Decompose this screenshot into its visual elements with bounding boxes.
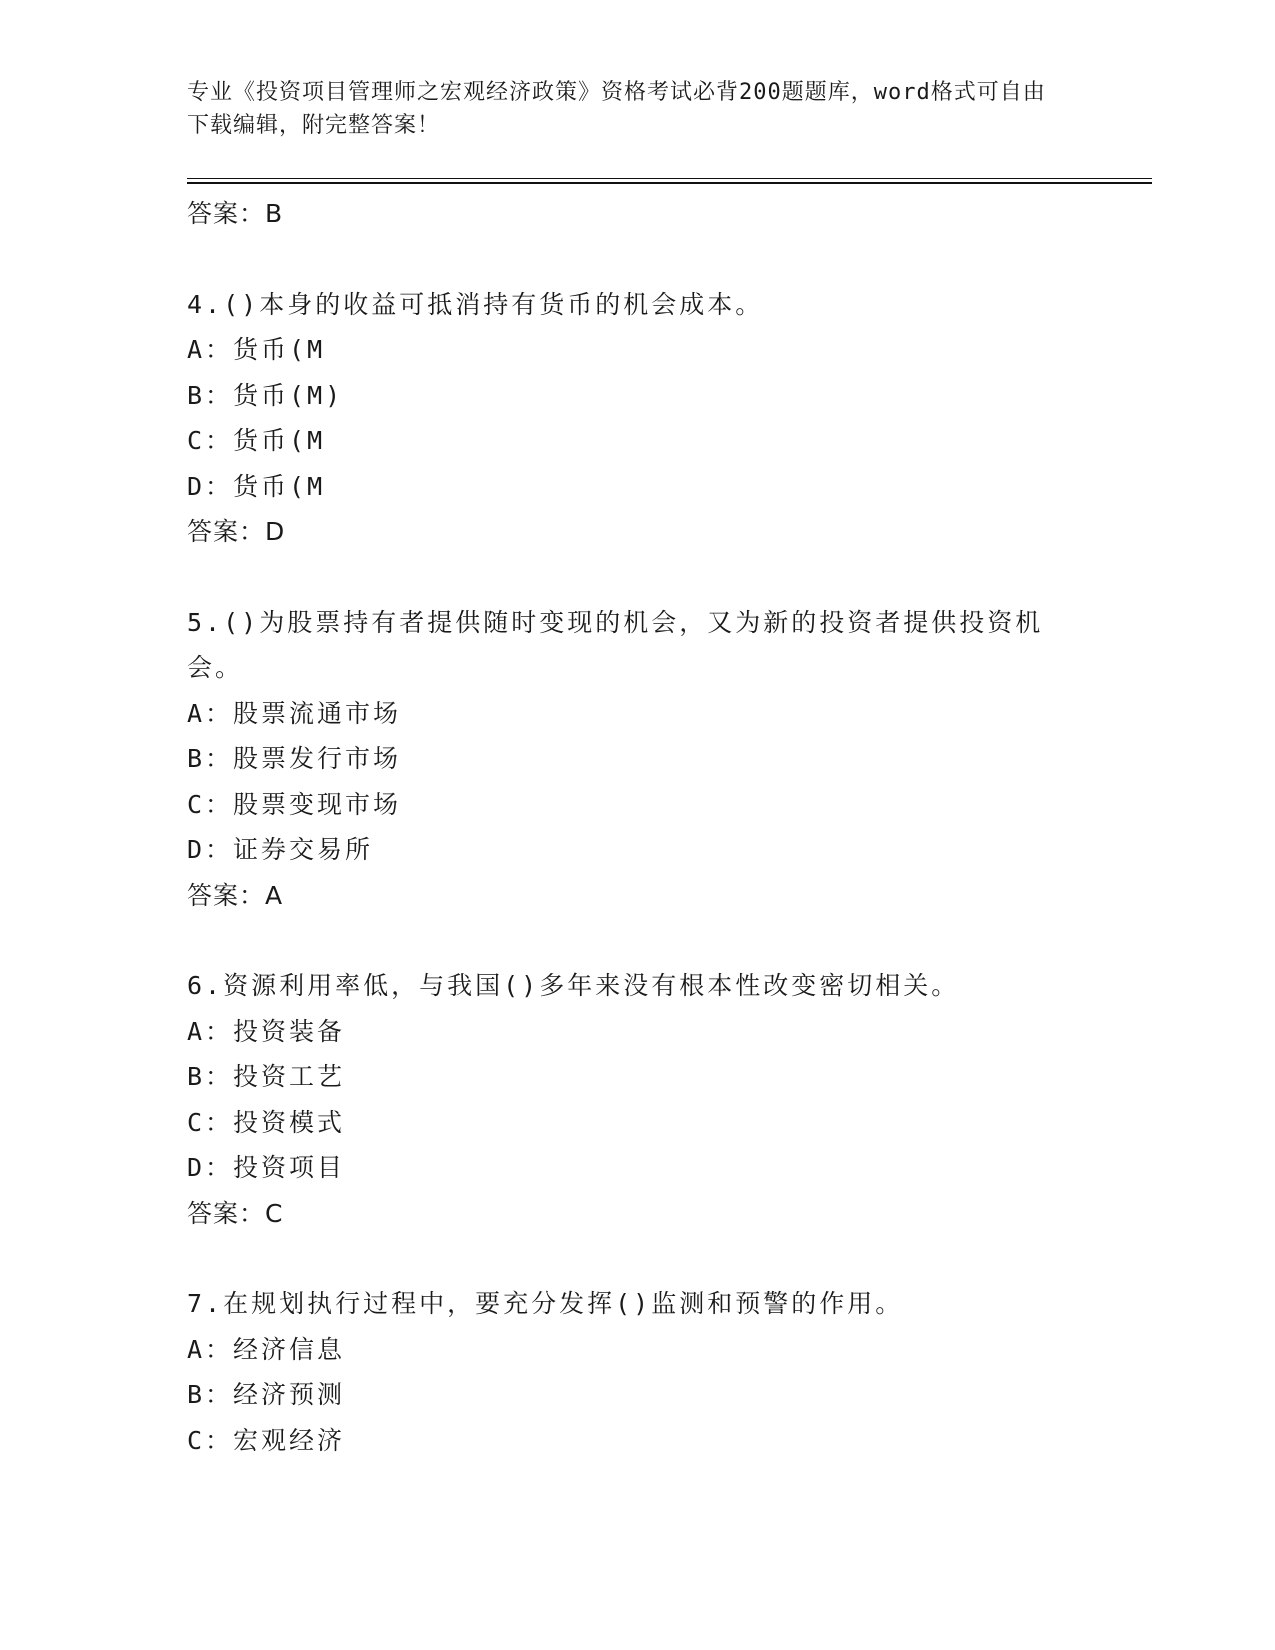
option-b: B：股票发行市场 [187, 744, 402, 773]
option-a: A：经济信息 [187, 1334, 346, 1364]
document-header: 专业《投资项目管理师之宏观经济政策》资格考试必背200题题库，word格式可自由下载编辑，附完整答案！ [187, 80, 1046, 138]
answer-line: 答案：A [187, 880, 284, 910]
question-text: 4.()本身的收益可抵消持有货币的机会成本。 [187, 289, 764, 319]
option-a: A：货币(M [187, 335, 326, 364]
question-block [187, 1281, 1147, 1463]
header-divider-thin [187, 178, 1152, 179]
answer-line: 答案：B [187, 199, 284, 228]
option-c: C：宏观经济 [187, 1425, 346, 1455]
question-block [187, 963, 1147, 1236]
option-a: A：股票流通市场 [187, 698, 402, 728]
option-d: D：证券交易所 [187, 835, 374, 864]
option-b: B：货币(M) [187, 380, 344, 410]
question-block [187, 282, 1147, 555]
question-text: 5.()为股票持有者提供随时变现的机会，又为新的投资者提供投资机会。 [187, 607, 1044, 682]
answer-line: 答案：D [187, 517, 286, 546]
option-b: B：投资工艺 [187, 1062, 346, 1091]
question-text: 6.资源利用率低，与我国()多年来没有根本性改变密切相关。 [187, 971, 960, 1000]
answer-line: 答案：C [187, 1198, 284, 1228]
question-list [187, 191, 1147, 1463]
option-b: B：经济预测 [187, 1380, 346, 1409]
option-a: A：投资装备 [187, 1016, 346, 1046]
header-divider-thick [187, 182, 1152, 184]
option-d: D：投资项目 [187, 1153, 346, 1182]
option-c: C：货币(M [187, 426, 326, 455]
question-text: 7.在规划执行过程中，要充分发挥()监测和预警的作用。 [187, 1289, 904, 1318]
option-c: C：投资模式 [187, 1107, 346, 1137]
option-d: D：货币(M [187, 471, 326, 501]
option-c: C：股票变现市场 [187, 789, 402, 819]
question-block [187, 600, 1147, 919]
